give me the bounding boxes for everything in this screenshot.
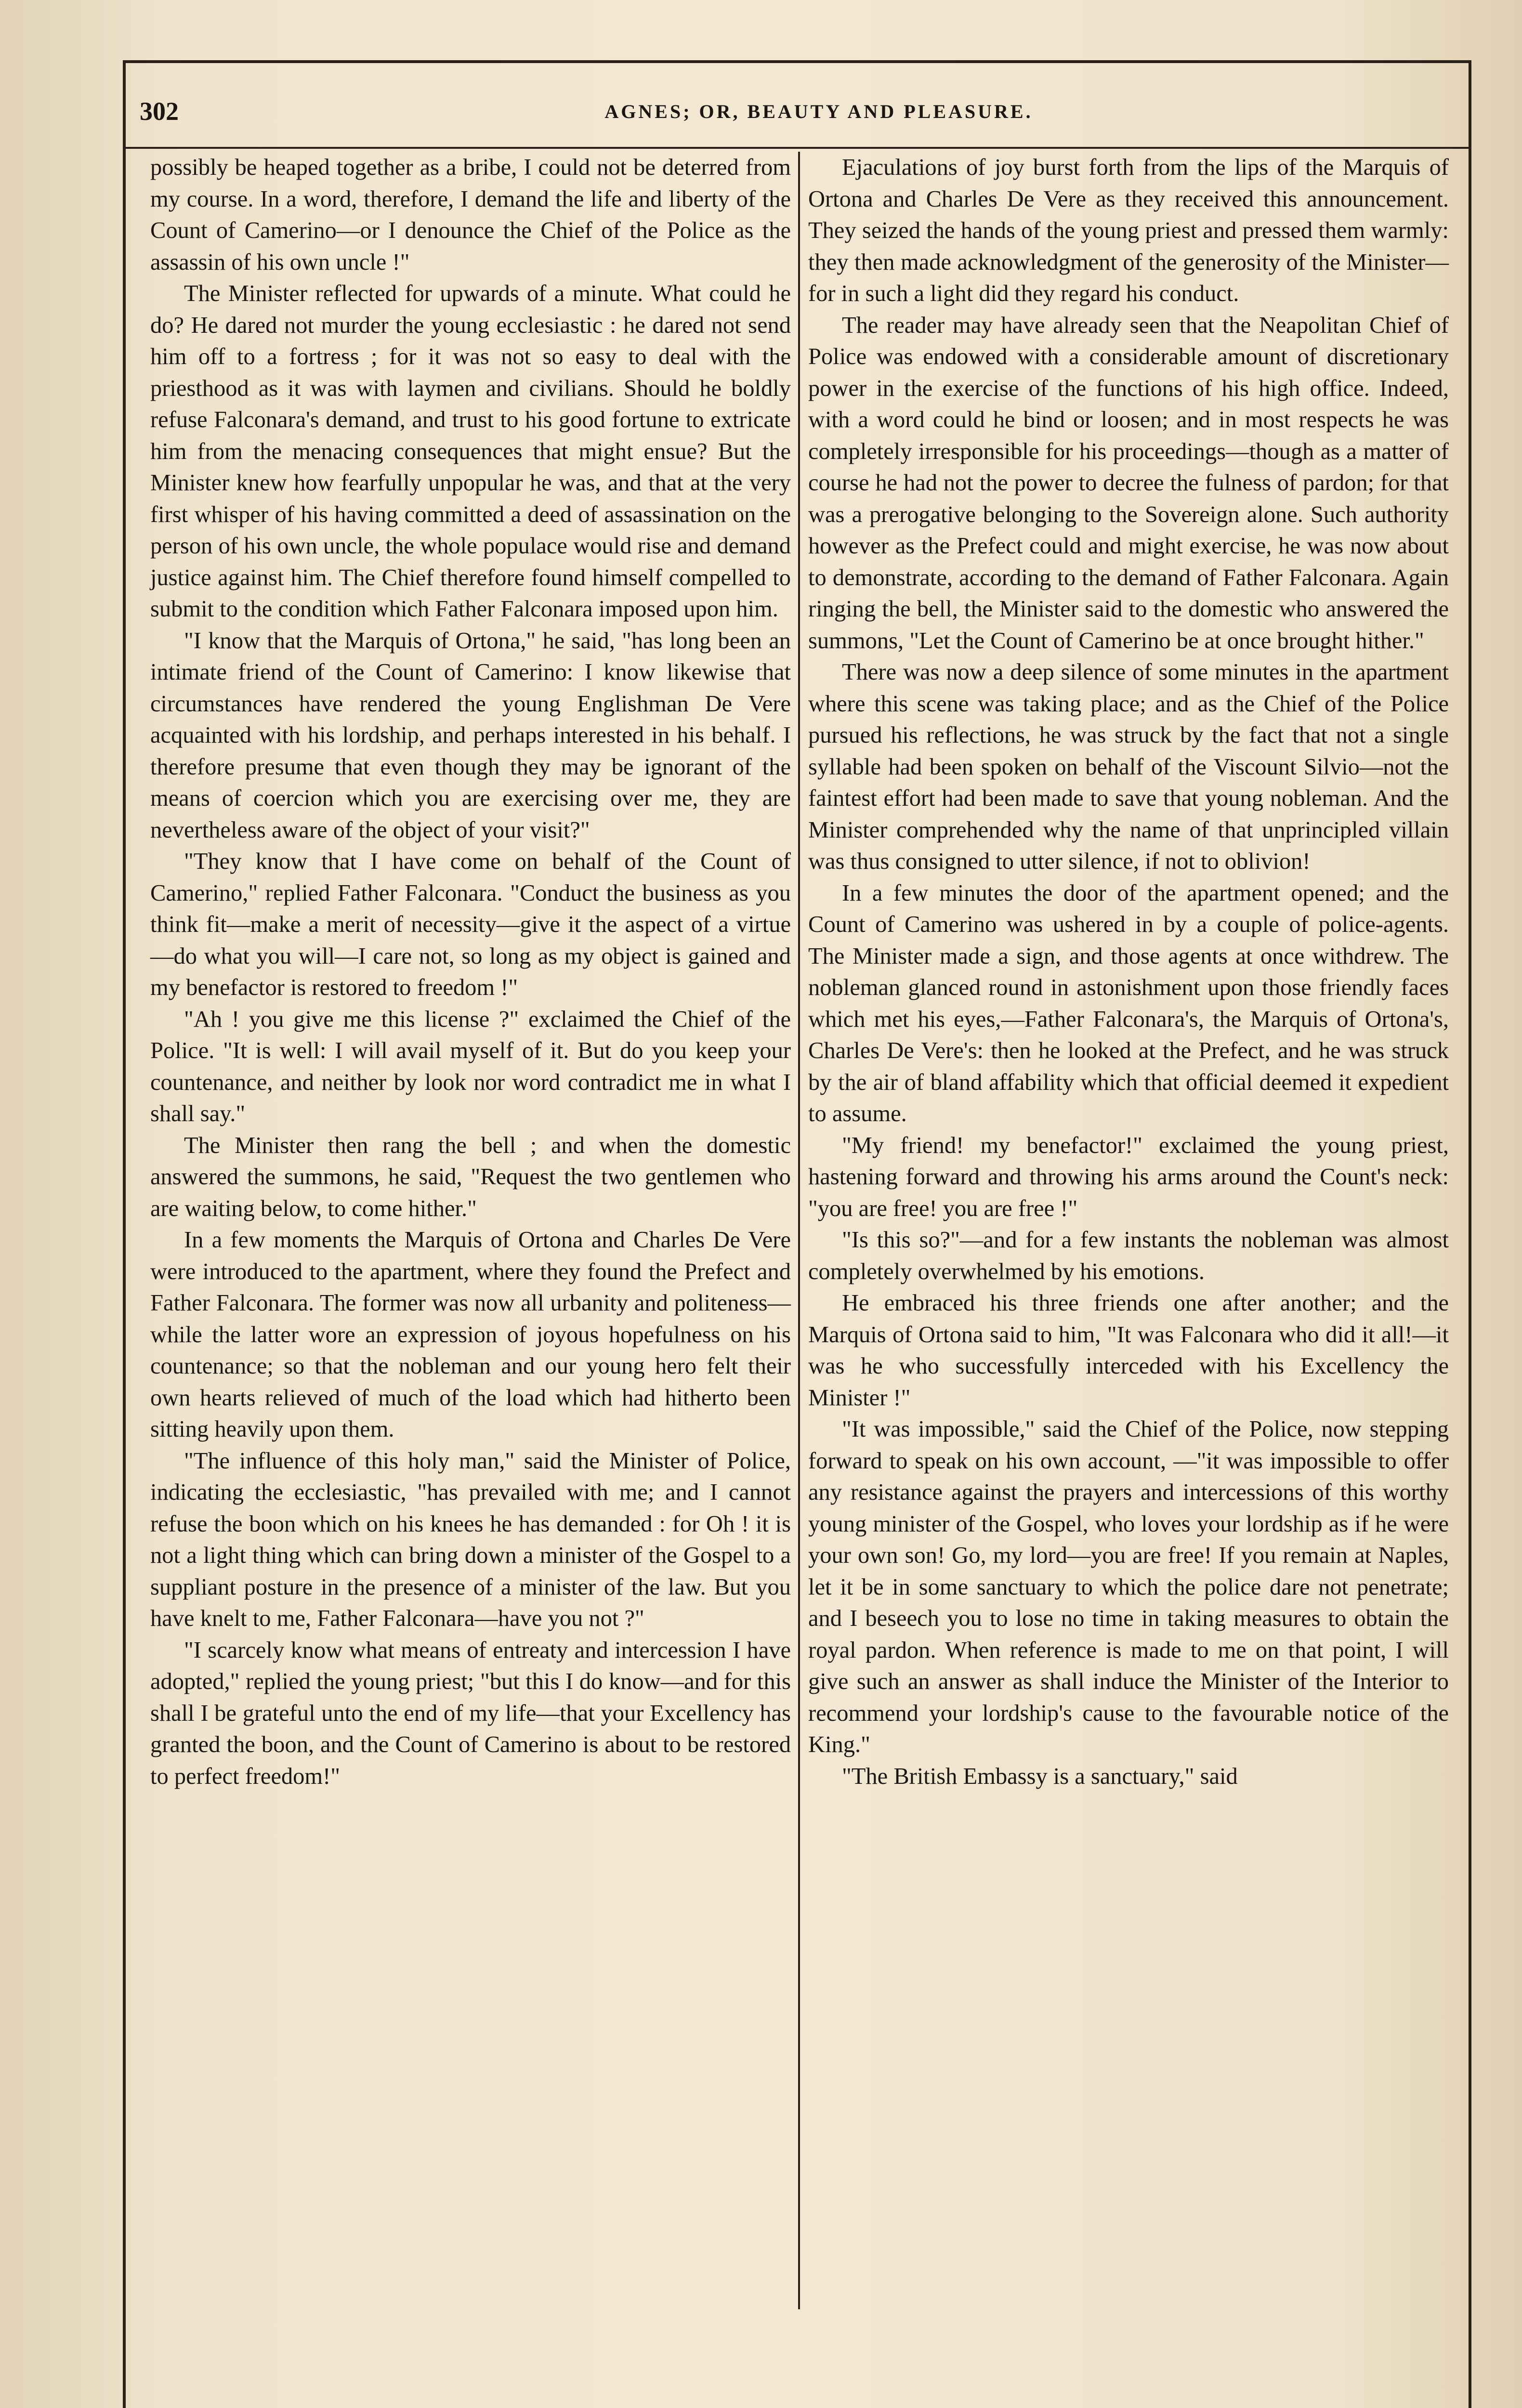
paragraph: "My friend! my benefactor!" exclaimed the young priest, hastening forward and throwing his arms around the Count's neck: "you are free! you are free !" <box>808 1132 1449 1221</box>
right-text-column <box>808 152 1449 1792</box>
paragraph: "The influence of this holy man," said the Minister of Police, indicating the ecclesiastic, "has prevailed with me; and I cannot refuse the boon which on his knees he has demanded : for Oh ! it is not a light thing which can bring down a minister of the Gospel to a suppliant posture in the presence of a minister of the law. But you have knelt to me, Father Falconara—have you not ?" <box>150 1448 791 1631</box>
page-frame-left-rule <box>123 60 126 2408</box>
paragraph: "They know that I have come on behalf of the Count of Camerino," replied Father Falconara. "Conduct the business as you think fit—make a merit of necessity—give it the aspect of a virtue —do what you will—I care not, so long as my object is gained and my benefactor is restored to freedom !" <box>150 849 791 1000</box>
page-frame-right-rule <box>1469 60 1471 2408</box>
paragraph: He embraced his three friends one after another; and the Marquis of Ortona said to him, "It was Falconara who did it all!—it was he who successfully interceded with his Excellency the Minister !" <box>808 1290 1449 1411</box>
page-number: 302 <box>140 97 179 126</box>
paragraph: In a few minutes the door of the apartment opened; and the Count of Camerino was ushered in by a couple of police-agents. The Minister made a sign, and those agents at once withdrew. The nobleman glanced round in astonishment upon those friendly faces which met his eyes,—Father Falconara's, the Marquis of Ortona's, Charles De Vere's: then he looked at the Prefect, and he was struck by the air of bland affability which that official deemed it expedient to assume. <box>808 880 1449 1126</box>
left-text-column <box>150 152 791 1792</box>
paragraph: The Minister then rang the bell ; and when the domestic answered the summons, he said, "Request the two gentlemen who are waiting below, to come hither." <box>150 1132 791 1221</box>
paragraph: In a few moments the Marquis of Ortona and Charles De Vere were introduced to the apartment, where they found the Prefect and Father Falconara. The former was now all urbanity and politeness—while the latter wore an expression of joyous hopefulness on his countenance; so that the nobleman and our young hero felt their own hearts relieved of much of the load which had hitherto been sitting heavily upon them. <box>150 1227 791 1442</box>
paragraph: There was now a deep silence of some minutes in the apartment where this scene was taking place; and as the Chief of the Police pursued his reflections, he was struck by the fact that not a single syllable had been spoken on behalf of the Viscount Silvio—not the faintest effort had been made to save that young nobleman. And the Minister comprehended why the name of that unprincipled villain was thus consigned to utter silence, if not to oblivion! <box>808 659 1449 874</box>
paragraph: "It was impossible," said the Chief of the Police, now stepping forward to speak on his own account, —"it was impossible to offer any resistance against the prayers and intercessions of this worthy young minister of the Gospel, who loves your lordship as if he were your own son! Go, my lord—you are free! If you remain at Naples, let it be in some sanctuary to which the police dare not penetrate; and I beseech you to lose no time in taking measures to obtain the royal pardon. When reference is made to me on that point, I will give such an answer as shall induce the Minister of the Interior to recommend your lordship's cause to the favourable notice of the King." <box>808 1416 1449 1757</box>
header-rule <box>123 147 1471 149</box>
paragraph: "I know that the Marquis of Ortona," he said, "has long been an intimate friend of the Count of Camerino: I know likewise that circumstances have rendered the young Englishman De Vere acquainted with his lordship, and perhaps interested in his behalf. I therefore presume that even though they may be ignorant of the means of coercion which you are exercising over me, they are nevertheless aware of the object of your visit?" <box>150 628 791 843</box>
running-title: AGNES; OR, BEAUTY AND PLEASURE. <box>604 101 1033 122</box>
paragraph: "Is this so?"—and for a few instants the nobleman was almost completely overwhelmed by his emotions. <box>808 1227 1449 1284</box>
paragraph: The Minister reflected for upwards of a minute. What could he do? He dared not murder the young ecclesiastic : he dared not send him off to a fortress ; for it was not so easy to deal with the priesthood as it was with laymen and civilians. Should he boldly refuse Falconara's demand, and trust to his good fortune to extricate him from the menacing consequences that might ensue? But the Minister knew how fearfully unpopular he was, and that at the very first whisper of his having committed a deed of assassination on the person of his own uncle, the whole populace would rise and demand justice against him. The Chief therefore found himself compelled to submit to the condition which Father Falconara imposed upon him. <box>150 281 791 622</box>
paragraph: Ejaculations of joy burst forth from the lips of the Marquis of Ortona and Charles De Vere as they received this announcement. They seized the hands of the young priest and pressed them warmly: they then made acknowledgment of the generosity of the Minister—for in such a light did they regard his conduct. <box>808 155 1449 306</box>
paragraph: "I scarcely know what means of entreaty and intercession I have adopted," replied the young priest; "but this I do know—and for this shall I be grateful unto the end of my life—that your Excellency has granted the boon, and the Count of Camerino is about to be restored to perfect freedom!" <box>150 1637 791 1789</box>
paragraph: "The British Embassy is a sanctuary," said <box>842 1763 1238 1789</box>
paragraph: possibly be heaped together as a bribe, I could not be deterred from my course. In a word, therefore, I demand the life and liberty of the Count of Camerino—or I denounce the Chief of the Police as the assassin of his own uncle !" <box>150 155 791 275</box>
paragraph: The reader may have already seen that the Neapolitan Chief of Police was endowed with a considerable amount of discretionary power in the exercise of the functions of his high office. Indeed, with a word could he bind or loosen; and in most respects he was completely irresponsible for his proceedings—though as a matter of course he had not the power to decree the fulness of pardon; for that was a prerogative belonging to the Sovereign alone. Such authority however as the Prefect could and might exercise, he was now about to demonstrate, according to the demand of Father Falconara. Again ringing the bell, the Minister said to the domestic who answered the summons, "Let the Count of Camerino be at once brought hither." <box>808 312 1449 654</box>
page-frame-top-rule <box>123 60 1471 63</box>
column-divider <box>798 152 800 2309</box>
paragraph: "Ah ! you give me this license ?" exclaimed the Chief of the Police. "It is well: I will avail myself of it. But do you keep your countenance, and neither by look nor word contradict me in what I shall say." <box>150 1006 791 1126</box>
